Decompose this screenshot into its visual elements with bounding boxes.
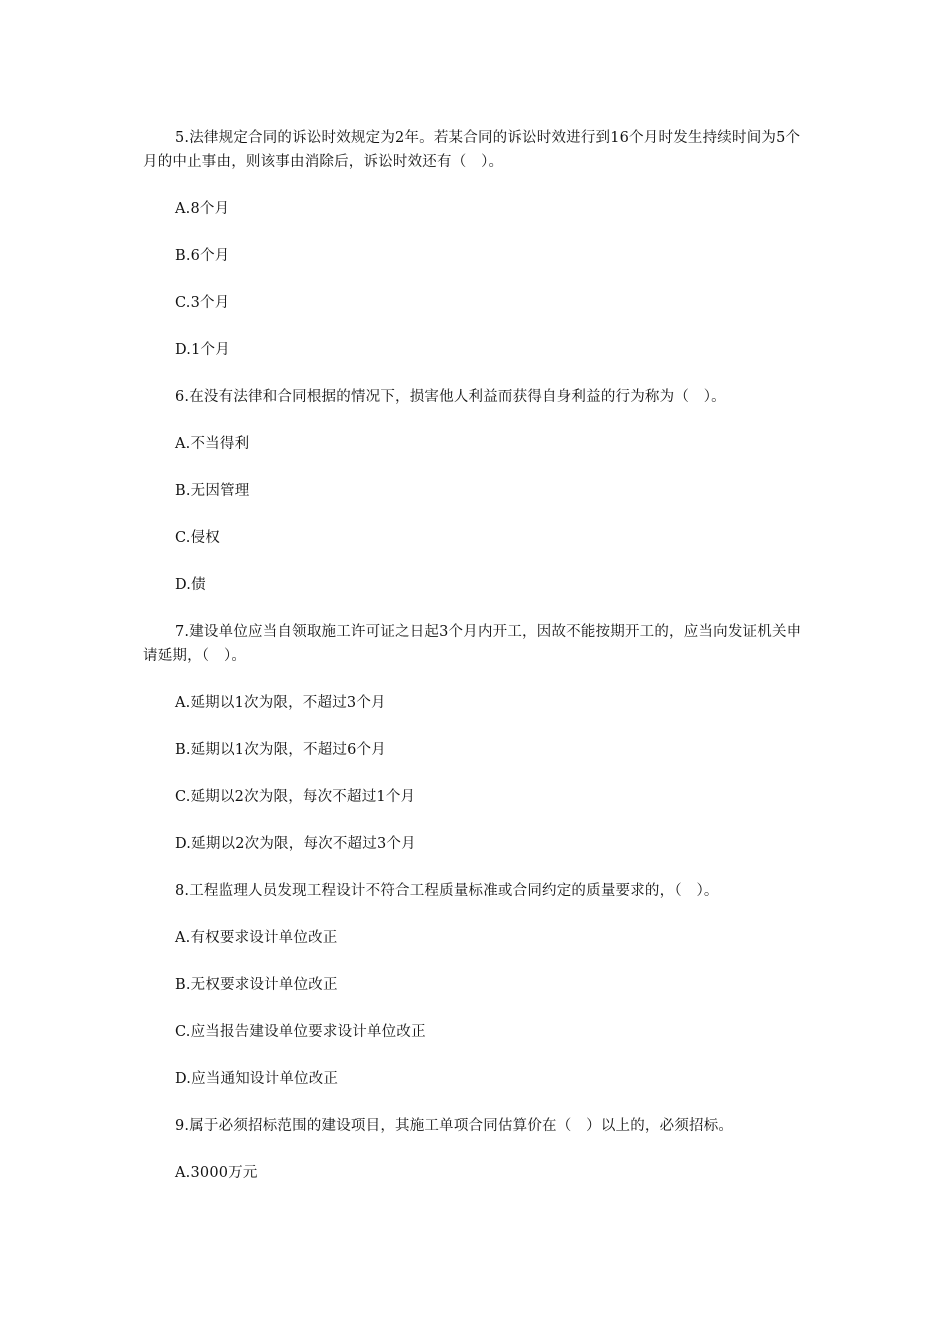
option-d: D.延期以2次为限，每次不超过3个月 [175,836,416,852]
option-a: A.3000万元 [175,1165,258,1181]
option-a: A.有权要求设计单位改正 [175,930,338,946]
option-d: D.应当通知设计单位改正 [175,1071,339,1087]
question-9 [143,1114,808,1185]
question-stem: 8.工程监理人员发现工程设计不符合工程质量标准或合同约定的质量要求的，（ ）。 [175,883,719,899]
question-5 [143,126,808,362]
option-a: A.不当得利 [175,436,250,452]
option-c: C.3个月 [175,295,230,311]
option-c: C.侵权 [175,530,220,546]
option-b: B.延期以1次为限，不超过6个月 [175,742,386,758]
option-d: D.1个月 [175,342,230,358]
question-6 [143,385,808,597]
question-7 [143,620,808,856]
question-stem: 5.法律规定合同的诉讼时效规定为2年。若某合同的诉讼时效进行到16个月时发生持续时间为5个月的中止事由，则该事由消除后，诉讼时效还有（ ）。 [143,130,801,170]
question-stem: 9.属于必须招标范围的建设项目，其施工单项合同估算价在（ ）以上的，必须招标。 [175,1118,734,1134]
question-stem: 6.在没有法律和合同根据的情况下，损害他人利益而获得自身利益的行为称为（ ）。 [175,389,726,405]
question-8 [143,879,808,1091]
option-a: A.延期以1次为限，不超过3个月 [175,695,386,711]
option-b: B.6个月 [175,248,230,264]
question-stem: 7.建设单位应当自领取施工许可证之日起3个月内开工，因故不能按期开工的，应当向发证机关申请延期，（ ）。 [143,624,802,664]
option-c: C.延期以2次为限，每次不超过1个月 [175,789,416,805]
option-b: B.无因管理 [175,483,250,499]
option-d: D.债 [175,577,206,593]
option-b: B.无权要求设计单位改正 [175,977,338,993]
question-list [143,126,808,1208]
option-c: C.应当报告建设单位要求设计单位改正 [175,1024,426,1040]
option-a: A.8个月 [175,201,230,217]
